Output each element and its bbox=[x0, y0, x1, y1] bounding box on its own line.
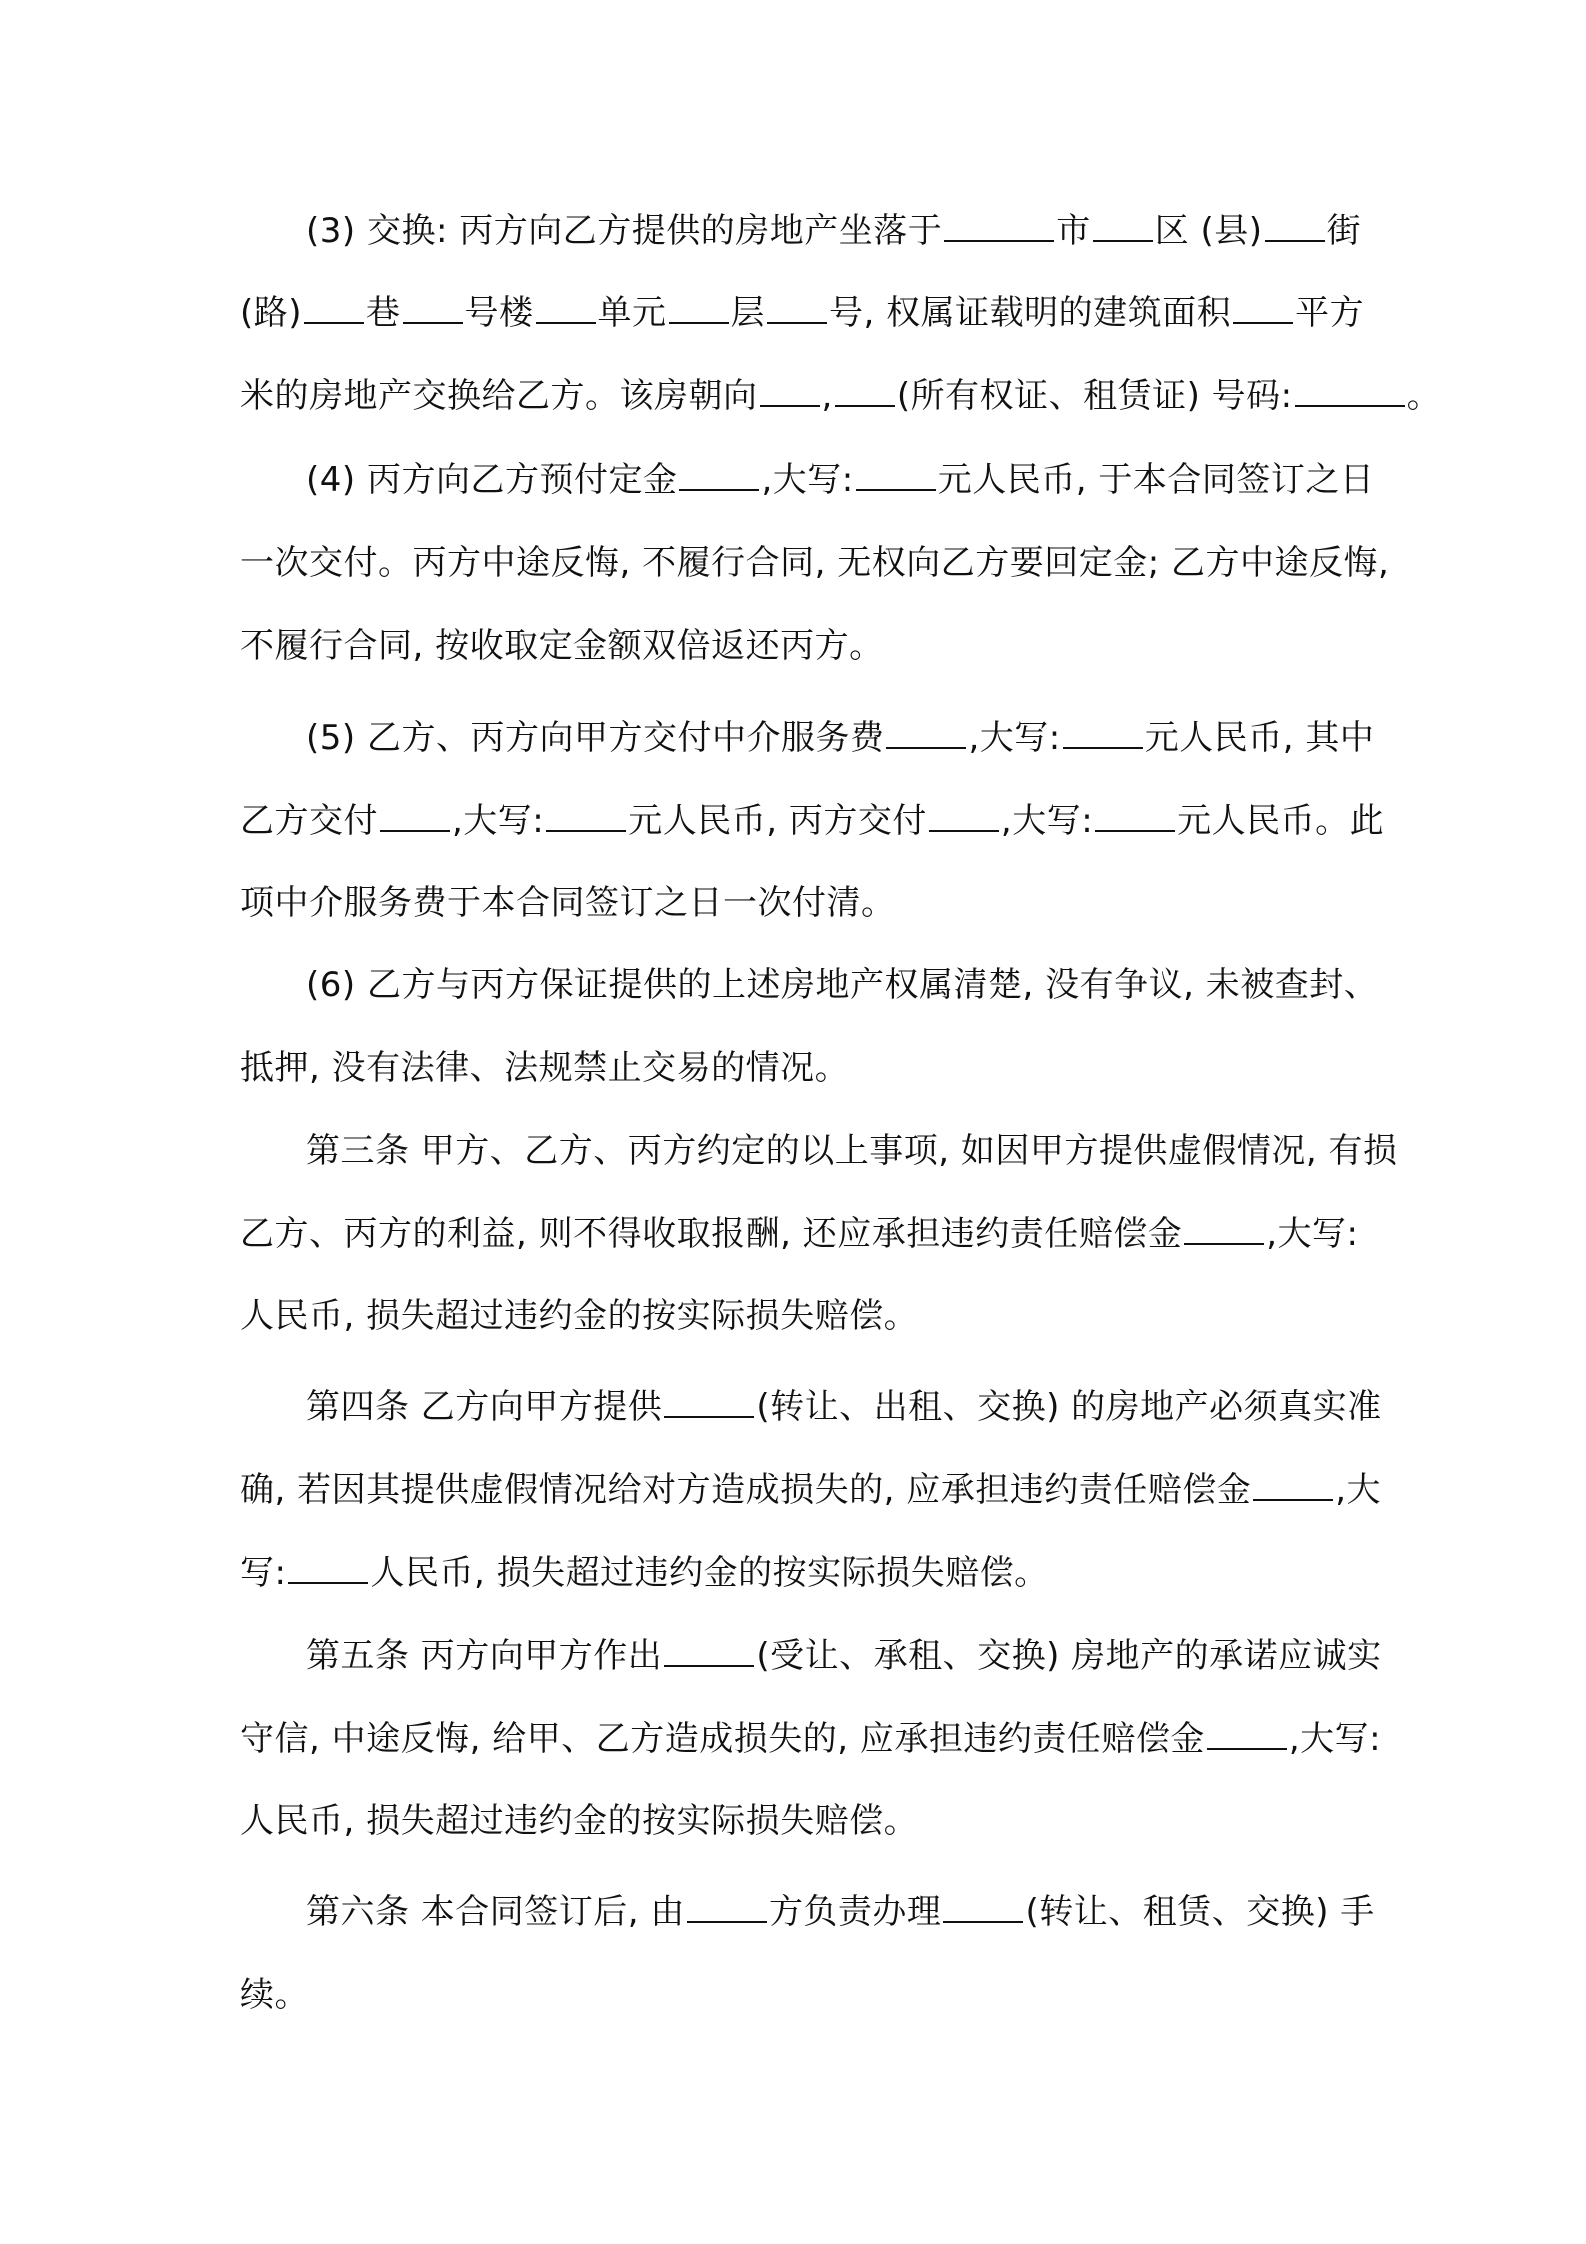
text: 乙方交付 bbox=[240, 801, 378, 841]
text: 人民币, 损失超过违约金的按实际损失赔偿。 bbox=[240, 1296, 919, 1336]
text: (6) 乙方与丙方保证提供的上述房地产权属清楚, 没有争议, 未被查封、 bbox=[306, 965, 1379, 1005]
para-6-line-1 bbox=[306, 962, 1379, 1008]
text: 区 (县) bbox=[1154, 211, 1263, 251]
para-5-line-1 bbox=[306, 715, 1375, 761]
blank-field bbox=[288, 1552, 368, 1584]
text: (4) 丙方向乙方预付定金 bbox=[306, 460, 678, 500]
para-3-line-1 bbox=[306, 208, 1360, 254]
text: ,大 bbox=[1335, 1470, 1382, 1510]
text: 续。 bbox=[240, 1975, 309, 2015]
para-4-line-2 bbox=[240, 540, 1390, 586]
text: 巷 bbox=[366, 293, 401, 333]
text: (转让、租赁、交换) 手 bbox=[1025, 1892, 1375, 1932]
text: ,大写: bbox=[452, 801, 545, 841]
article-3-line-1 bbox=[306, 1128, 1398, 1174]
text: ,大写: bbox=[1288, 1719, 1382, 1759]
article-4-line-3 bbox=[240, 1550, 1360, 1596]
blank-field bbox=[1253, 1469, 1333, 1501]
blank-field bbox=[679, 459, 759, 491]
text: 米的房地产交换给乙方。该房朝向 bbox=[240, 376, 758, 416]
text: 方负责办理 bbox=[768, 1892, 942, 1932]
text: 元人民币, 于本合同签订之日 bbox=[937, 460, 1375, 500]
text: 平方 bbox=[1295, 293, 1365, 333]
blank-field bbox=[664, 1635, 754, 1667]
blank-field bbox=[1184, 1213, 1264, 1245]
text: 街 bbox=[1326, 211, 1362, 251]
article-5-line-2 bbox=[240, 1716, 1382, 1762]
text: 第四条 乙方向甲方提供 bbox=[306, 1387, 663, 1427]
blank-field bbox=[1063, 717, 1143, 749]
article-3-line-2 bbox=[240, 1211, 1360, 1257]
text: ,大写: bbox=[968, 718, 1061, 758]
blank-field bbox=[944, 210, 1054, 242]
para-4-line-1 bbox=[306, 457, 1375, 503]
text: (所有权证、租赁证) 号码: bbox=[896, 376, 1293, 416]
text: 层 bbox=[730, 293, 766, 333]
text: (转让、出租、交换) 的房地产必须真实准 bbox=[756, 1387, 1382, 1427]
blank-field bbox=[403, 292, 463, 324]
blank-field bbox=[669, 292, 729, 324]
text: 项中介服务费于本合同签订之日一次付清。 bbox=[240, 883, 896, 923]
text: 守信, 中途反悔, 给甲、乙方造成损失的, 应承担违约责任赔偿金 bbox=[240, 1719, 1205, 1759]
text: 单元 bbox=[597, 293, 667, 333]
text: (5) 乙方、丙方向甲方交付中介服务费 bbox=[306, 718, 885, 758]
para-3-line-2 bbox=[240, 290, 1365, 336]
blank-field bbox=[929, 800, 999, 832]
text: 市 bbox=[1056, 211, 1091, 251]
blank-field bbox=[856, 459, 936, 491]
blank-field bbox=[1265, 210, 1325, 242]
blank-field bbox=[760, 375, 820, 407]
text: 元人民币。此 bbox=[1177, 801, 1385, 841]
text: 元人民币, 丙方交付 bbox=[628, 801, 927, 841]
article-6-line-1 bbox=[306, 1889, 1375, 1935]
article-5-line-1 bbox=[306, 1633, 1382, 1679]
text: 人民币, 损失超过违约金的按实际损失赔偿。 bbox=[240, 1801, 919, 1841]
para-4-line-3 bbox=[240, 623, 1360, 669]
blank-field bbox=[1295, 375, 1405, 407]
para-3-line-3 bbox=[240, 373, 1442, 419]
text: 号, 权属证载明的建筑面积 bbox=[829, 293, 1232, 333]
blank-field bbox=[835, 375, 895, 407]
text: 第五条 丙方向甲方作出 bbox=[306, 1636, 663, 1676]
text: 号楼 bbox=[464, 293, 534, 333]
blank-field bbox=[664, 1386, 754, 1418]
blank-field bbox=[1095, 800, 1175, 832]
text: 写: bbox=[240, 1553, 287, 1593]
blank-field bbox=[304, 292, 364, 324]
blank-field bbox=[886, 717, 966, 749]
para-6-line-2 bbox=[240, 1045, 1360, 1091]
text: ,大写: bbox=[1266, 1214, 1359, 1254]
text: 不履行合同, 按收取定金额双倍返还丙方。 bbox=[240, 626, 884, 666]
text: (3) 交换: 丙方向乙方提供的房地产坐落于 bbox=[306, 211, 943, 251]
text: 。 bbox=[1406, 376, 1442, 416]
article-4-line-1 bbox=[306, 1384, 1382, 1430]
text: (路) bbox=[240, 293, 303, 333]
text: ,大写: bbox=[761, 460, 854, 500]
blank-field bbox=[943, 1891, 1023, 1923]
text: , bbox=[821, 376, 833, 416]
text: 一次交付。丙方中途反悔, 不履行合同, 无权向乙方要回定金; 乙方中途反悔, bbox=[240, 543, 1390, 583]
blank-field bbox=[1093, 210, 1153, 242]
text: 第三条 甲方、乙方、丙方约定的以上事项, 如因甲方提供虚假情况, 有损 bbox=[306, 1131, 1398, 1171]
blank-field bbox=[536, 292, 596, 324]
text: 元人民币, 其中 bbox=[1144, 718, 1375, 758]
text: 乙方、丙方的利益, 则不得收取报酬, 还应承担违约责任赔偿金 bbox=[240, 1214, 1183, 1254]
blank-field bbox=[687, 1891, 767, 1923]
article-3-line-3 bbox=[240, 1293, 1360, 1339]
text: 抵押, 没有法律、法规禁止交易的情况。 bbox=[240, 1048, 850, 1088]
blank-field bbox=[767, 292, 827, 324]
text: 人民币, 损失超过违约金的按实际损失赔偿。 bbox=[370, 1553, 1049, 1593]
blank-field bbox=[380, 800, 450, 832]
text: (受让、承租、交换) 房地产的承诺应诚实 bbox=[756, 1636, 1382, 1676]
para-5-line-3 bbox=[240, 880, 1360, 926]
text: 确, 若因其提供虚假情况给对方造成损失的, 应承担违约责任赔偿金 bbox=[240, 1470, 1252, 1510]
text: ,大写: bbox=[1000, 801, 1094, 841]
blank-field bbox=[1207, 1718, 1287, 1750]
blank-field bbox=[546, 800, 626, 832]
blank-field bbox=[1233, 292, 1293, 324]
para-5-line-2 bbox=[240, 798, 1385, 844]
article-4-line-2 bbox=[240, 1467, 1382, 1513]
article-5-line-3 bbox=[240, 1798, 1360, 1844]
text: 第六条 本合同签订后, 由 bbox=[306, 1892, 685, 1932]
article-6-line-2 bbox=[240, 1972, 1360, 2018]
